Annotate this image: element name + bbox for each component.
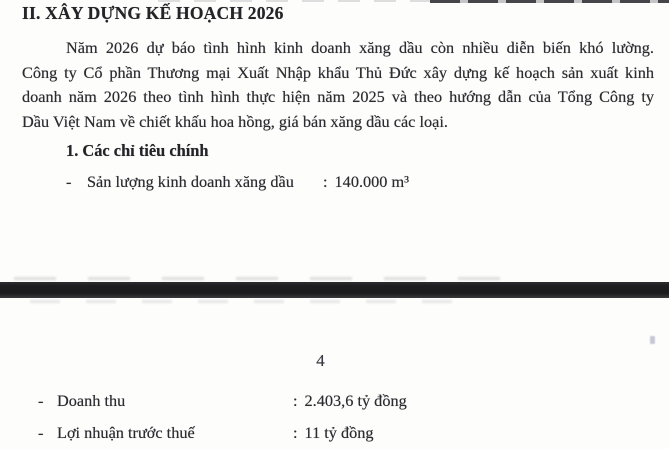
list-dash: - (38, 423, 44, 442)
indicator-value-text: 140.000 m³ (334, 172, 410, 191)
paragraph-line: Dầu Việt Nam về chiết khấu hoa hồng, giá bán xăng dầu các loại. (22, 111, 448, 131)
scan-artifact-speck (650, 336, 655, 344)
indicator-label: Sản lượng kinh doanh xăng dầu (87, 172, 294, 191)
indicator-value (293, 421, 374, 444)
indicator-list (0, 389, 669, 444)
indicator-row-san-luong (66, 170, 654, 193)
page-4-content (0, 298, 669, 449)
scan-smudge-above-band (14, 277, 519, 280)
page-number: 4 (316, 351, 325, 370)
subsection-heading: 1. Các chỉ tiêu chính (66, 141, 209, 160)
indicator-value (323, 170, 409, 193)
indicator-row-doanh-thu (0, 389, 669, 412)
indicator-value-text: 2.403,6 tỷ đồng (304, 391, 407, 410)
paragraph-line: doanh năm 2026 theo tình hình thực hiện năm 2025 và theo hướng dẫn của Tổng Công ty (22, 87, 654, 106)
paragraph-line: Năm 2026 dự báo tình hình kinh doanh xăng dầu còn nhiều diễn biến khó lường. (66, 38, 654, 57)
indicator-separator: : (323, 172, 328, 191)
indicator-separator: : (293, 391, 298, 410)
page-break-band (0, 282, 669, 298)
indicator-label: Lợi nhuận trước thuế (57, 423, 195, 442)
indicator-label: Doanh thu (57, 391, 126, 410)
list-dash: - (38, 391, 44, 410)
paragraph-line: Công ty Cổ phần Thương mại Xuất Nhập khẩu Thủ Đức xây dựng kế hoạch sản xuất kinh (22, 62, 654, 82)
indicator-value (293, 389, 407, 412)
paragraph (22, 36, 654, 134)
page-3-content (22, 0, 654, 193)
list-dash: - (66, 172, 72, 191)
indicator-separator: : (293, 423, 298, 442)
section-heading: II. XÂY DỰNG KẾ HOẠCH 2026 (22, 3, 284, 23)
indicator-value-text: 11 tỷ đồng (304, 423, 374, 442)
indicator-row-loi-nhuan (0, 421, 669, 444)
